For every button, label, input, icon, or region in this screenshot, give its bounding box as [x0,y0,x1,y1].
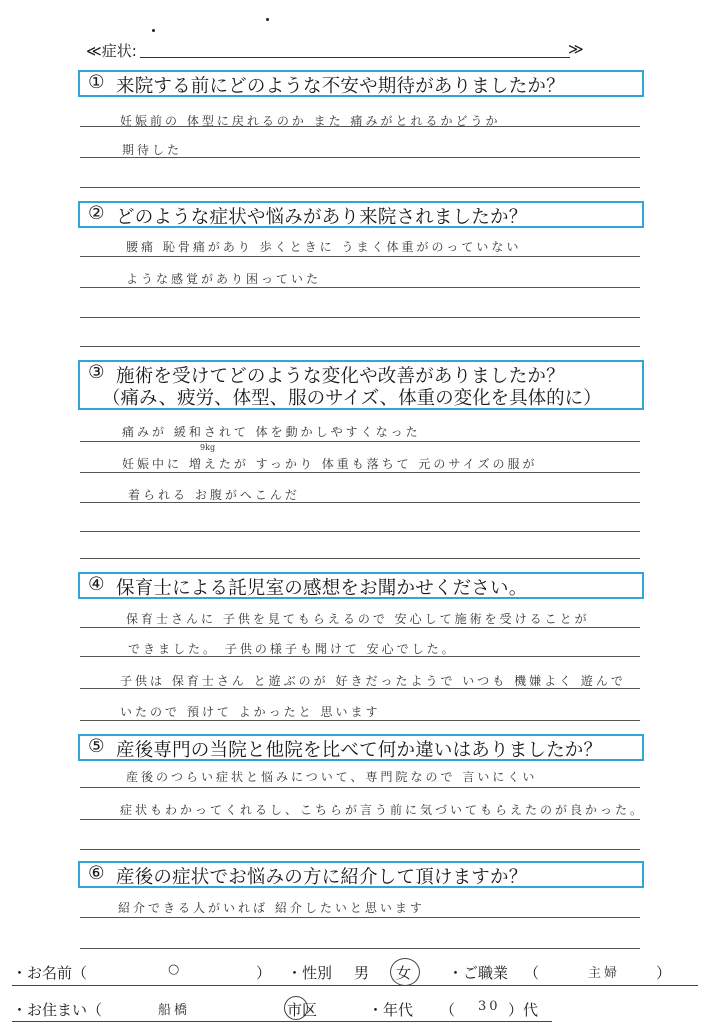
question-6-text: 産後の症状でお悩みの方に紹介して頂けますか？ [116,867,528,888]
question-5-number: ⑤ [88,736,105,757]
answer-4-line-1: 保育士さんに 子供を見てもらえるので 安心して施術を受けることが [126,612,590,626]
answer-rule [80,157,640,158]
gender-male: 男 [354,964,370,982]
answer-rule [80,126,640,127]
question-1-number: ① [88,72,105,93]
answer-rule [80,531,640,532]
answer-5-line-2: 症状もわかってくれるし、こちらが言う前に気づいてもらえたのが良かった。 [120,803,646,817]
answer-1-line-2: 期待した [122,143,183,157]
answer-4-line-4: いたので 預けて よかったと 思います [120,705,381,719]
gender-female: 女 [396,964,412,982]
answer-rule [80,472,640,473]
occupation-open-bracket: （ [524,964,540,982]
question-4-number: ④ [88,574,105,595]
city-label: 市区 [287,1001,318,1019]
weight-note: 9kg [200,443,216,452]
question-3-text: 施術を受けてどのような変化や改善がありましたか？ [116,366,565,387]
question-box-2 [78,201,644,228]
answer-3-line-2: 妊娠中に 増えたが すっかり 体重も落ちて 元のサイズの服が [122,457,538,471]
question-box-6 [78,861,644,888]
answer-6-line-1: 紹介できる人がいれば 紹介したいと思います [118,901,425,915]
answer-rule [80,256,640,257]
answer-1-line-1: 妊娠前の 体型に戻れるのか また 痛みがとれるかどうか [120,114,501,128]
scan-speck [266,18,269,21]
occupation-close-bracket: ） [656,964,672,982]
footer-underline [12,1021,552,1022]
question-5-text: 産後専門の当院と他院を比べて何か違いはありましたか？ [116,740,603,761]
name-close-bracket: ） [256,964,272,982]
question-box-1 [78,70,644,97]
answer-rule [80,502,640,503]
answer-4-line-3: 子供は 保育士さん と遊ぶのが 好きだったようで いつも 機嫌よく 遊んで [120,674,626,688]
answer-5-line-1: 産後のつらい症状と悩みについて、専門院なので 言いにくい [126,770,538,784]
occupation-value: 主婦 [588,966,621,981]
occupation-label: ・ご職業 [448,964,509,982]
answer-rule [80,819,640,820]
answer-2-line-2: ような感覚があり困っていた [126,272,322,286]
question-4-text: 保育士による託児室の感想をお聞かせください。 [116,578,528,599]
scan-speck [152,29,155,32]
answer-4-line-2: できました。 子供の様子も聞けて 安心でした。 [128,642,457,656]
question-box-3 [78,360,644,410]
name-value: ○ [168,962,183,977]
age-label: ・年代 [368,1001,414,1019]
answer-rule [80,948,640,949]
question-6-number: ⑥ [88,863,105,884]
gender-label: ・性別 [287,964,333,982]
age-close-suffix: ）代 [508,1001,539,1019]
answer-rule [80,656,640,657]
symptom-label: ≪症状: [86,42,137,60]
question-1-text: 来院する前にどのような不安や期待がありましたか？ [116,76,565,97]
question-3-number: ③ [88,362,105,383]
answer-rule [80,187,640,188]
answer-3-line-3: 着られる お腹がへこんだ [128,488,300,502]
answer-rule [80,917,640,918]
symptom-underline [140,57,570,58]
answer-rule [80,720,640,721]
answer-rule [80,317,640,318]
answer-2-line-1: 腰痛 恥骨痛があり 歩くときに うまく体重がのっていない [126,240,522,254]
answer-rule [80,287,640,288]
symptom-close-bracket: ≫ [568,40,584,58]
address-value: 船橋 [158,1003,191,1018]
question-2-text: どのような症状や悩みがあり来院されましたか？ [116,207,528,228]
answer-rule [80,558,640,559]
question-box-4 [78,572,644,599]
answer-rule [80,441,640,442]
answer-rule [80,346,640,347]
question-2-number: ② [88,203,105,224]
answer-rule [80,627,640,628]
answer-3-line-1: 痛みが 緩和されて 体を動かしやすくなった [122,425,421,439]
age-value: 30 [478,999,501,1014]
answer-rule [80,688,640,689]
name-label: ・お名前（ [12,964,88,982]
answer-rule [80,787,640,788]
address-label: ・お住まい（ [12,1001,103,1019]
answer-rule [80,849,640,850]
question-3-subtext: （痛み、疲労、体型、服のサイズ、体重の変化を具体的に） [102,388,602,409]
question-box-5 [78,734,644,761]
footer-underline [12,985,698,986]
age-open-bracket: （ [440,1001,456,1019]
